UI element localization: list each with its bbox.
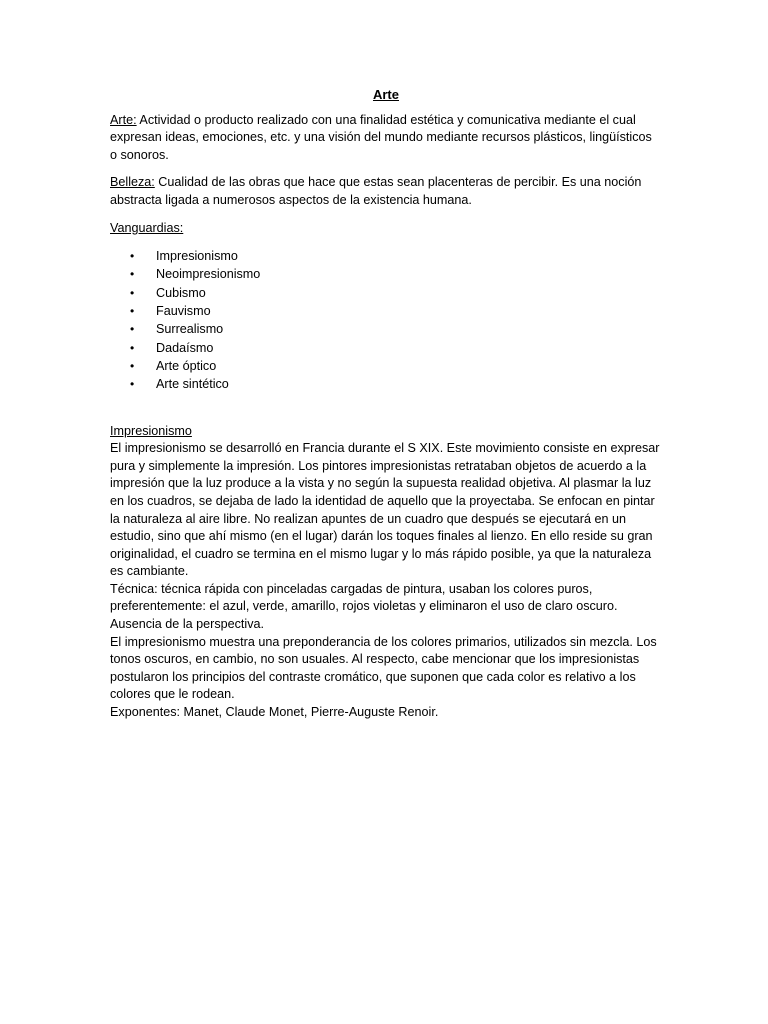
bullet-icon: • xyxy=(130,249,135,264)
list-item-label: Arte óptico xyxy=(156,358,217,373)
list-item-label: Impresionismo xyxy=(156,249,238,264)
vanguardias-heading: Vanguardias: xyxy=(110,220,184,235)
bullet-icon: • xyxy=(130,285,135,300)
bullet-icon: • xyxy=(130,377,135,392)
arte-text: Actividad o producto realizado con una finalidad estética y comunicativa mediante el cual expresan ideas, emociones, etc. y una visión del mundo mediante recursos plásticos, lingüísticos o sonoros. xyxy=(110,112,652,162)
bullet-icon: • xyxy=(130,304,135,319)
document-title: Arte xyxy=(372,87,399,102)
list-item xyxy=(110,248,662,266)
belleza-term: Belleza: xyxy=(110,175,155,190)
list-item xyxy=(110,358,662,376)
arte-definition xyxy=(110,112,662,165)
list-item-label: Arte sintético xyxy=(156,377,229,392)
list-item-label: Dadaísmo xyxy=(156,340,214,355)
bullet-icon: • xyxy=(130,340,135,355)
impresionismo-intro: El impresionismo se desarrolló en Francia durante el S XIX. Este movimiento consiste en expresar pura y simplemente la impresión. Los pintores impresionistas retrataban objetos de acuerdo a la impresión que la luz produce a la vista y no según la supuesta realidad objetiva. Al plasmar la luz en los cuadros, se dejaba de lado la identidad de aquello que la proyectaba. Se enfocan en pintar la naturaleza al aire libre. No realizan apuntes de un cuadro que después se ejecutará en un estudio, sino que ahí mismo (en el lugar) darán los toques finales al lienzo. En ello reside su gran originalidad, el cuadro se termina en el mismo lugar y lo más rápido posible, ya que la naturaleza es cambiante. xyxy=(110,441,660,579)
arte-term: Arte: xyxy=(110,112,137,127)
impresionismo-heading: Impresionismo xyxy=(110,423,192,438)
impresionismo-tecnica: Técnica: técnica rápida con pinceladas cargadas de pintura, usaban los colores puros, preferentemente: el azul, verde, amarillo, rojos violetas y eliminaron el uso de claro oscuro. Ausencia de la perspectiva. xyxy=(110,581,618,632)
vanguardias-list xyxy=(110,248,662,394)
belleza-definition xyxy=(110,174,662,209)
list-item-label: Neoimpresionismo xyxy=(156,267,261,282)
list-item-label: Surrealismo xyxy=(156,322,224,337)
impresionismo-colores: El impresionismo muestra una preponderancia de los colores primarios, utilizados sin mezcla. Los tonos oscuros, en cambio, no son usuales. Al respecto, cabe mencionar que los impresionistas postularon los principios del contraste cromático, que suponen que cada color es relativo a los colores que le rodean. xyxy=(110,634,657,702)
list-item xyxy=(110,340,662,358)
list-item-label: Fauvismo xyxy=(156,304,211,319)
list-item xyxy=(110,303,662,321)
list-item xyxy=(110,376,662,394)
belleza-text: Cualidad de las obras que hace que estas sean placenteras de percibir. Es una noción abstracta ligada a numerosos aspectos de la existencia humana. xyxy=(110,175,642,207)
bullet-icon: • xyxy=(130,267,135,282)
list-item xyxy=(110,321,662,339)
bullet-icon: • xyxy=(130,322,135,337)
bullet-icon: • xyxy=(130,358,135,373)
impresionismo-exponentes: Exponentes: Manet, Claude Monet, Pierre-Auguste Renoir. xyxy=(110,705,439,720)
document-page xyxy=(110,86,662,722)
list-item-label: Cubismo xyxy=(156,285,206,300)
list-item xyxy=(110,266,662,284)
list-item xyxy=(110,285,662,303)
